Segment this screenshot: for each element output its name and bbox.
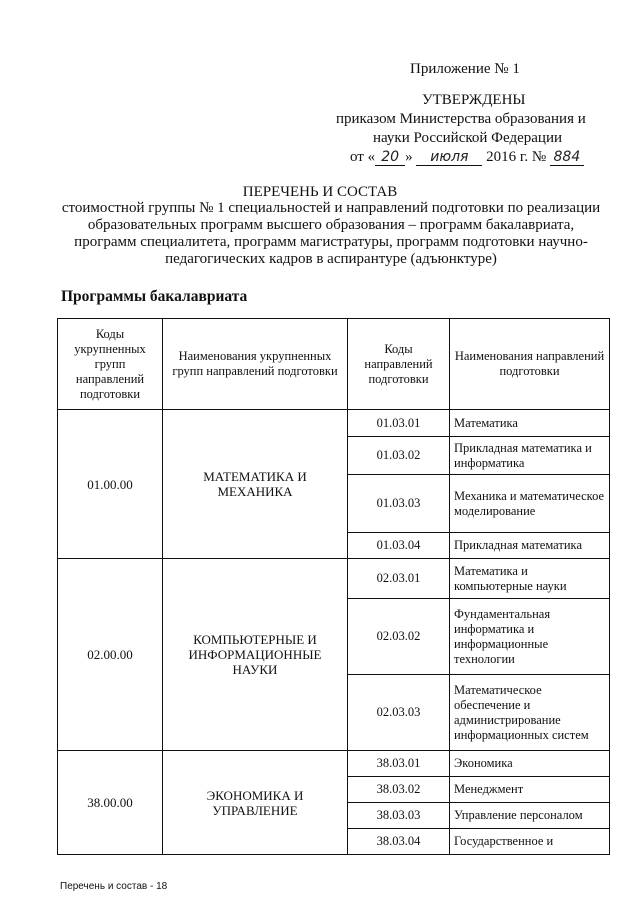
date-day: 20 bbox=[375, 150, 405, 166]
direction-code: 01.03.01 bbox=[348, 410, 450, 437]
direction-name: Математика и компьютерные науки bbox=[450, 559, 610, 599]
direction-code: 38.03.02 bbox=[348, 777, 450, 803]
date-mid: » bbox=[405, 149, 413, 165]
direction-code: 02.03.01 bbox=[348, 559, 450, 599]
order-date-line bbox=[350, 149, 584, 166]
direction-code: 38.03.01 bbox=[348, 751, 450, 777]
date-year: 2016 г. № bbox=[486, 149, 547, 165]
direction-name: Прикладная математика bbox=[450, 533, 610, 559]
direction-code: 01.03.03 bbox=[348, 475, 450, 533]
group-name: КОМПЬЮТЕРНЫЕ И ИНФОРМАЦИОННЫЕ НАУКИ bbox=[163, 559, 348, 751]
direction-name: Менеджмент bbox=[450, 777, 610, 803]
order-number: 884 bbox=[550, 150, 584, 166]
group-code: 02.00.00 bbox=[58, 559, 163, 751]
group-code: 01.00.00 bbox=[58, 410, 163, 559]
direction-code: 02.03.02 bbox=[348, 599, 450, 675]
direction-name: Государственное и bbox=[450, 829, 610, 855]
direction-code: 02.03.03 bbox=[348, 675, 450, 751]
order-line-1: приказом Министерства образования и bbox=[336, 111, 586, 127]
direction-name: Экономика bbox=[450, 751, 610, 777]
header-group-name: Наименования укрупненных групп направлений подготовки bbox=[163, 319, 348, 410]
group-name: ЭКОНОМИКА И УПРАВЛЕНИЕ bbox=[163, 751, 348, 855]
direction-name: Фундаментальная информатика и информационные технологии bbox=[450, 599, 610, 675]
appendix-label: Приложение № 1 bbox=[410, 61, 520, 77]
date-month: июля bbox=[416, 150, 482, 166]
direction-name: Управление персоналом bbox=[450, 803, 610, 829]
direction-code: 01.03.02 bbox=[348, 437, 450, 475]
programs-table bbox=[57, 318, 610, 855]
direction-name: Прикладная математика и информатика bbox=[450, 437, 610, 475]
document-subtitle: стоимостной группы № 1 специальностей и направлений подготовки по реализации образовательных программ высшего образования – программ бакалавриата, программ специалитета, программ магистратуры, программ подготовки научно-педагогических кадров в аспирантуре (адъюнктуре) bbox=[61, 200, 601, 267]
section-title: Программы бакалавриата bbox=[61, 288, 248, 305]
page-footer: Перечень и состав - 18 bbox=[60, 881, 168, 892]
group-code: 38.00.00 bbox=[58, 751, 163, 855]
table-row bbox=[58, 410, 610, 437]
header-group-code: Коды укрупненных групп направлений подготовки bbox=[58, 319, 163, 410]
date-prefix: от « bbox=[350, 149, 376, 165]
order-line-2: науки Российской Федерации bbox=[373, 130, 563, 146]
table-row bbox=[58, 751, 610, 777]
table-row bbox=[58, 559, 610, 599]
direction-name: Механика и математическое моделирование bbox=[450, 475, 610, 533]
direction-name: Математическое обеспечение и администрирование информационных систем bbox=[450, 675, 610, 751]
direction-code: 38.03.03 bbox=[348, 803, 450, 829]
header-direction-code: Коды направлений подготовки bbox=[348, 319, 450, 410]
table-header-row bbox=[58, 319, 610, 410]
direction-code: 01.03.04 bbox=[348, 533, 450, 559]
direction-code: 38.03.04 bbox=[348, 829, 450, 855]
direction-name: Математика bbox=[450, 410, 610, 437]
group-name: МАТЕМАТИКА И МЕХАНИКА bbox=[163, 410, 348, 559]
document-title: ПЕРЕЧЕНЬ И СОСТАВ bbox=[242, 184, 398, 200]
approved-label: УТВЕРЖДЕНЫ bbox=[422, 92, 526, 108]
header-direction-name: Наименования направлений подготовки bbox=[450, 319, 610, 410]
